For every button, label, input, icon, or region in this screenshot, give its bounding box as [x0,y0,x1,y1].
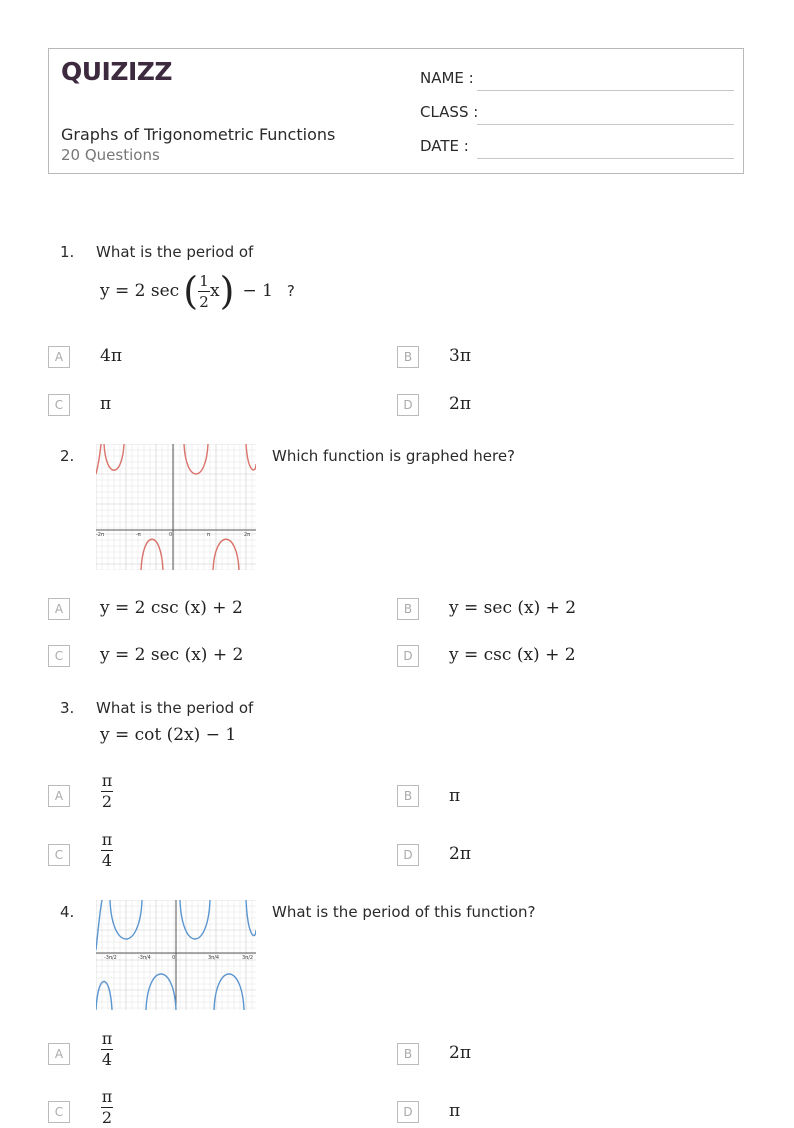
question-number: 2. [60,447,75,465]
option-value-a [101,771,113,812]
tick-label: -3π/4 [138,955,151,961]
tick-label: -2π [96,532,104,538]
left-paren: ( [183,269,199,313]
question-count: 20 Questions [61,146,160,164]
option-value-a: 4π [100,346,122,366]
option-box-a[interactable]: A [48,1043,70,1065]
equation-prefix: y = 2 sec [100,281,180,301]
fraction-denominator: 4 [101,851,113,870]
secant-graph [96,900,256,1010]
option-box-a[interactable]: A [48,346,70,368]
date-field[interactable] [420,137,734,159]
equation-suffix: − 1 [242,281,273,301]
tick-label: 0 [169,532,173,538]
option-box-b[interactable]: B [397,1043,419,1065]
option-box-b[interactable]: B [397,346,419,368]
option-value-b: y = sec (x) + 2 [449,598,577,618]
question-prompt: What is the period of [96,243,254,261]
option-value-d: y = csc (x) + 2 [449,645,576,665]
class-line [477,124,734,125]
option-value-a: y = 2 csc (x) + 2 [100,598,243,618]
question-equation [100,266,295,316]
name-line [477,90,734,91]
option-box-a[interactable]: A [48,785,70,807]
option-box-b[interactable]: B [397,785,419,807]
graph-curve [246,444,256,470]
right-paren: ) [219,269,235,313]
question-prompt: What is the period of this function? [272,903,536,921]
tick-label: 3π/2 [242,955,254,961]
question-number: 4. [60,903,75,921]
option-value-d: 2π [449,394,471,414]
option-box-c[interactable]: C [48,394,70,416]
tick-label: 2π [244,532,251,538]
fraction-numerator: π [101,771,113,790]
option-value-d: 2π [449,844,471,864]
option-value-c: y = 2 sec (x) + 2 [100,645,244,665]
option-box-a[interactable]: A [48,598,70,620]
fraction-denominator: 4 [101,1050,113,1069]
graph-curve [214,974,244,1010]
option-box-d[interactable]: D [397,1101,419,1123]
option-box-c[interactable]: C [48,844,70,866]
fraction-numerator: π [101,1087,113,1106]
fraction-denominator: 2 [199,292,209,311]
option-box-d[interactable]: D [397,394,419,416]
graph-curve [146,974,176,1010]
question-prompt: What is the period of [96,699,254,717]
tick-label: 3π/4 [208,955,220,961]
option-value-c [101,1087,113,1128]
name-field[interactable] [420,69,734,91]
option-box-d[interactable]: D [397,645,419,667]
option-value-b: π [449,786,461,806]
worksheet-title: Graphs of Trigonometric Functions [61,125,336,144]
question-mark: ? [286,282,295,300]
graph-curve [141,539,163,570]
graph-curve [96,900,102,950]
tick-label: -π [136,532,141,538]
fraction-denominator: 2 [101,792,113,811]
tick-label: π [207,532,211,538]
cosecant-graph [96,444,256,570]
quizizz-logo: QUIZIZZ [61,57,173,86]
fraction-numerator: π [101,830,113,849]
question-number: 3. [60,699,75,717]
graph-curve [184,444,208,474]
equation-fraction [198,271,210,312]
option-value-d: π [449,1101,461,1121]
tick-label: -3π/2 [104,955,117,961]
class-field[interactable] [420,103,734,125]
worksheet-header [48,48,744,174]
option-box-b[interactable]: B [397,598,419,620]
question-number: 1. [60,243,75,261]
question-equation: y = cot (2x) − 1 [100,725,237,745]
option-value-a [101,1029,113,1070]
option-value-b: 3π [449,346,471,366]
date-label: DATE : [420,137,469,155]
fraction-numerator: 1 [199,271,209,290]
fraction-denominator: 2 [101,1108,113,1127]
question-prompt: Which function is graphed here? [272,447,516,465]
graph-curve [213,539,239,570]
tick-label: 0 [172,955,176,961]
name-label: NAME : [420,69,474,87]
class-label: CLASS : [420,103,479,121]
option-value-b: 2π [449,1043,471,1063]
option-value-c: π [100,394,112,414]
option-value-c [101,830,113,871]
graph-curve [96,444,101,474]
date-line [477,158,734,159]
option-box-c[interactable]: C [48,645,70,667]
equation-variable: x [210,281,220,301]
fraction-numerator: π [101,1029,113,1048]
option-box-c[interactable]: C [48,1101,70,1123]
option-box-d[interactable]: D [397,844,419,866]
